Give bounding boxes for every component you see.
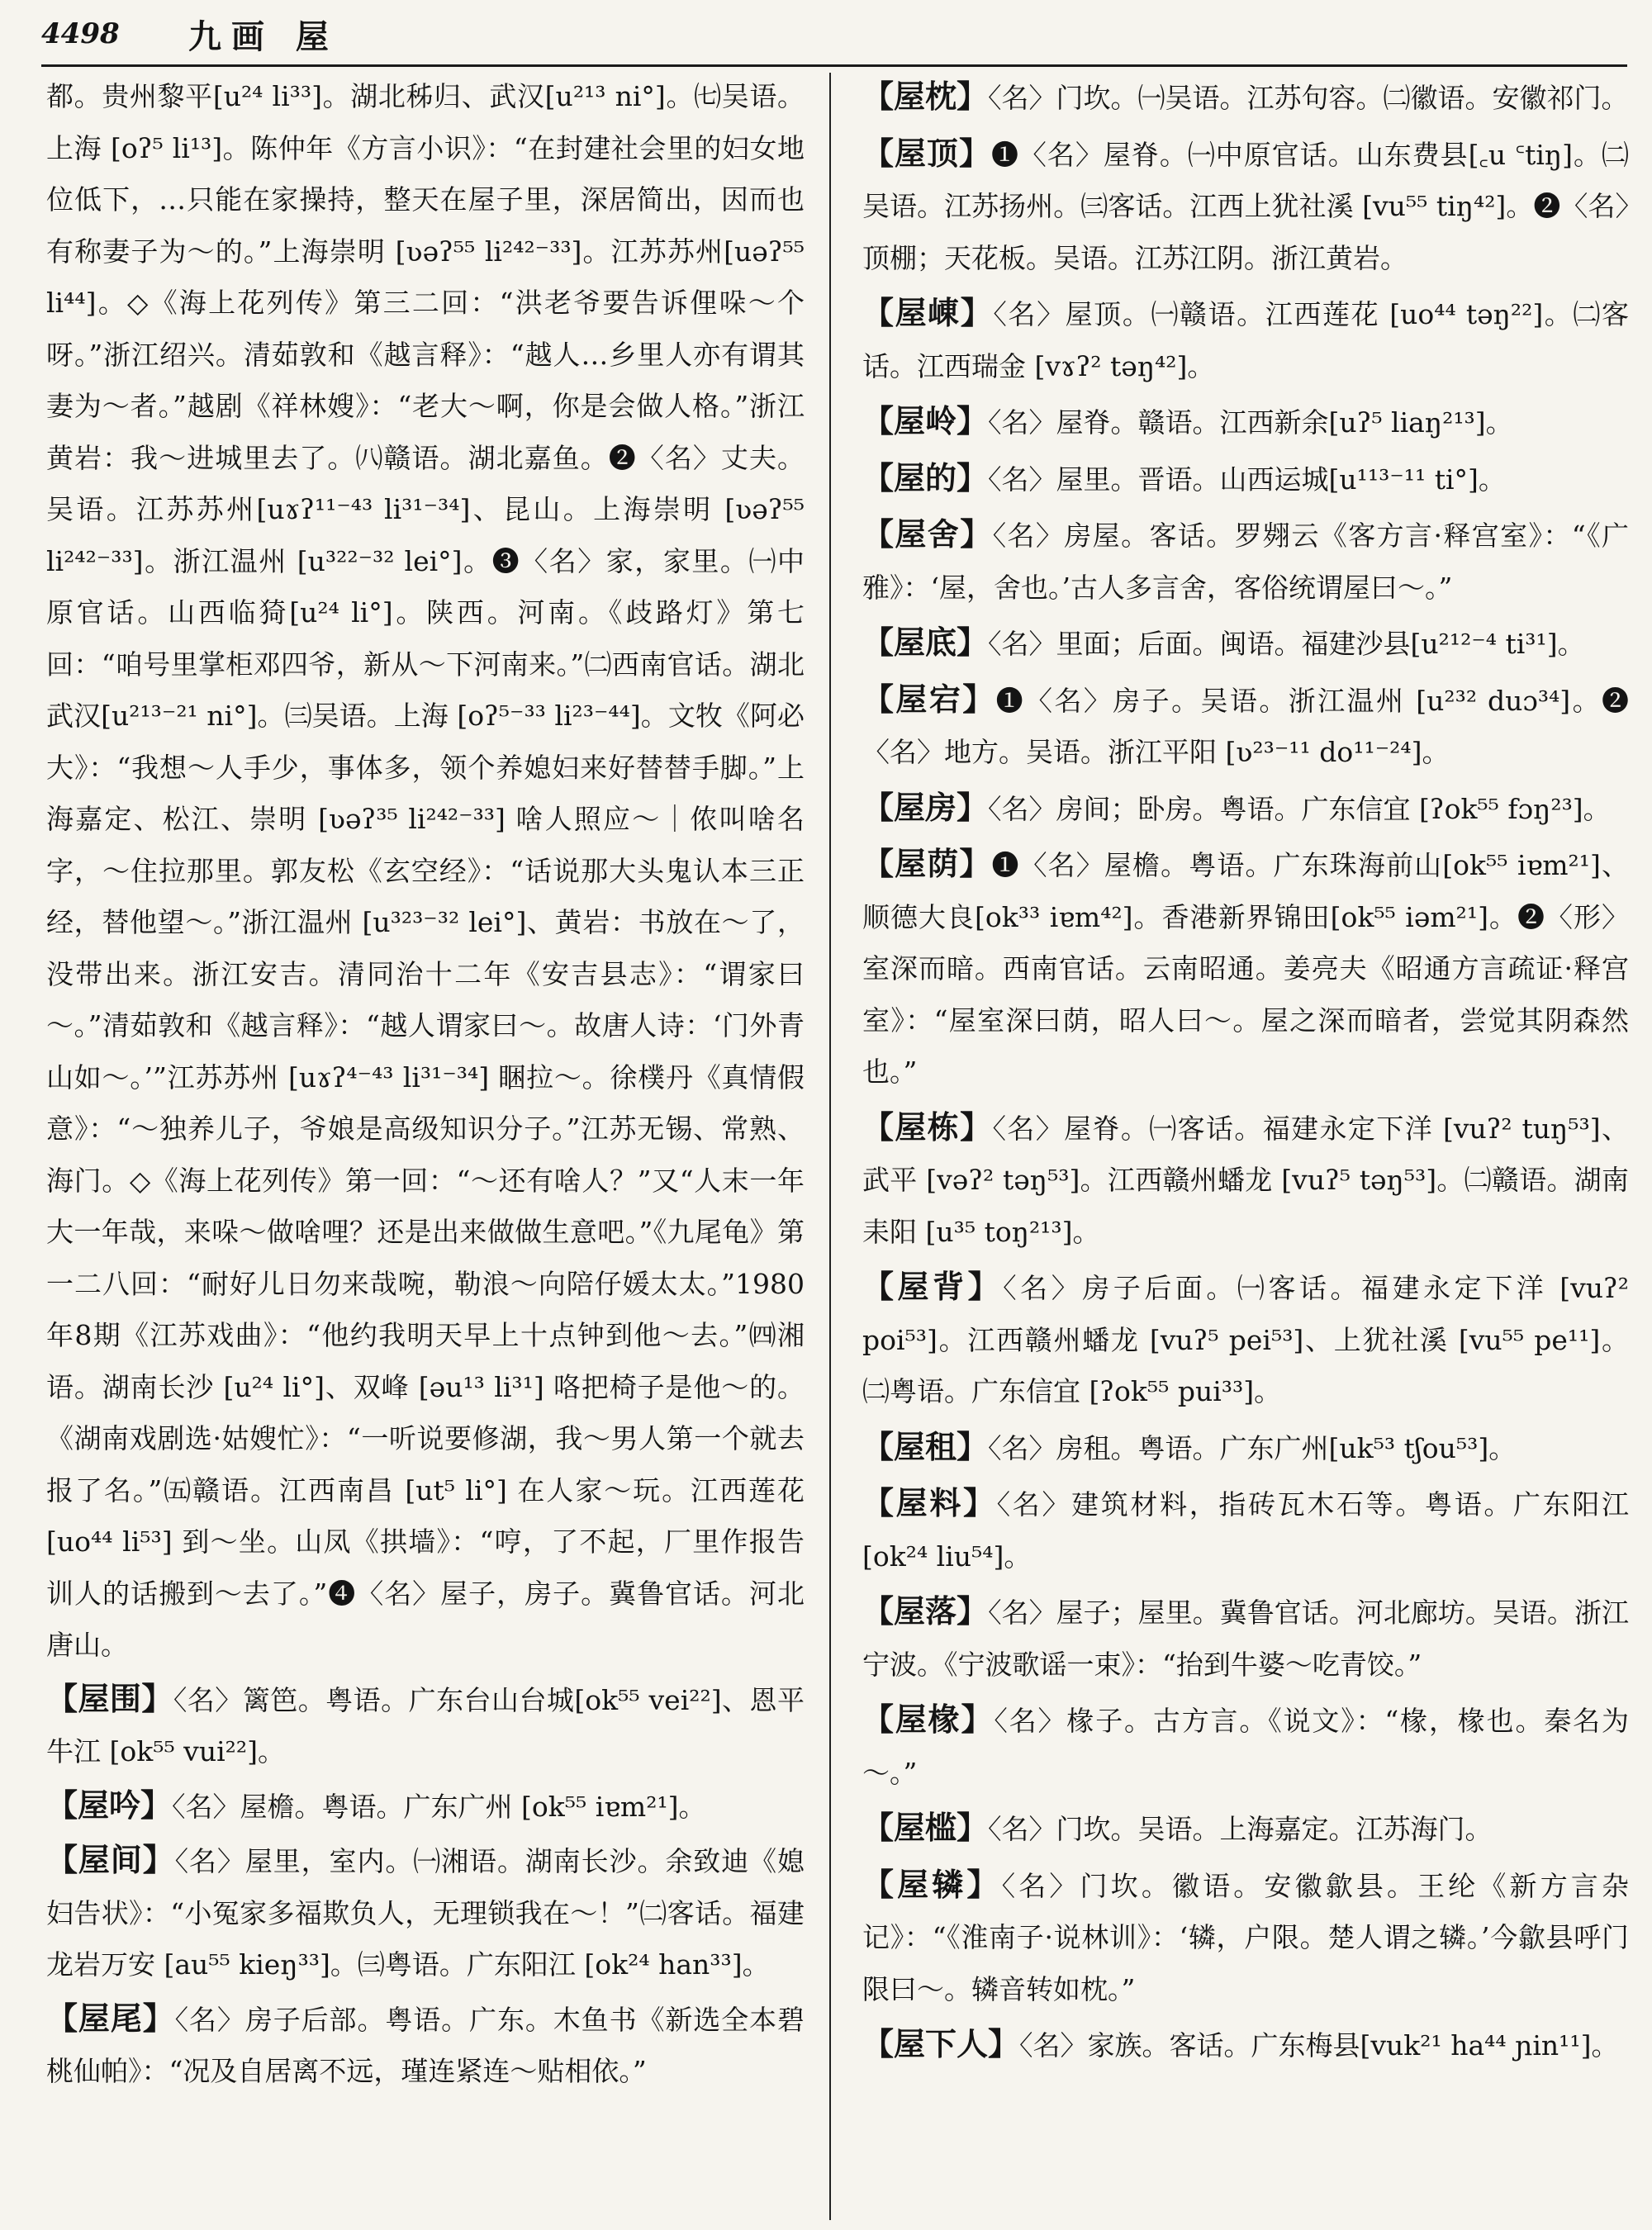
page-header (41, 8, 1627, 59)
entry-headword: 【屋舍】 (862, 515, 993, 553)
entry-headword: 【屋底】 (862, 624, 989, 661)
entry-headword: 【屋房】 (862, 788, 989, 826)
dictionary-entry (862, 287, 1629, 392)
page-number: 4498 (41, 17, 120, 50)
entry-headword: 【屋枕】 (862, 78, 989, 115)
entry-definition: 〈名〉椽子。古方言。《说文》：“椽，椽也。秦名为～。” (862, 1705, 1629, 1789)
entry-headword: 【屋尾】 (46, 1999, 175, 2037)
entry-definition: ❶〈名〉屋脊。㈠中原官话。山东费县[꜀u ꜂tiŋ]。㈡吴语。江苏扬州。㈢客话。江西上犹社溪 [vu⁵⁵ tiŋ⁴²]。❷〈名〉顶棚；天花板。吴语。江苏江阴。浙江黄岩。 (862, 138, 1629, 274)
entry-definition: 〈名〉屋脊。㈠客话。福建永定下洋 [vuʔ² tuŋ⁵³]、武平 [vəʔ² təŋ⁵³]。江西赣州蟠龙 [vuʔ⁵ təŋ⁵³]。㈡赣语。湖南耒阳 [u³⁵ toŋ²¹³]。 (862, 1112, 1629, 1248)
entry-headword: 【屋围】 (46, 1679, 173, 1717)
entry-definition: ❶〈名〉房子。吴语。浙江温州 [u²³² duɔ³⁴]。❷〈名〉地方。吴语。浙江平阳 [ʋ²³⁻¹¹ do¹¹⁻²⁴]。 (862, 684, 1629, 768)
entry-definition: 都。贵州黎平[u²⁴ li³³]。湖北秭归、武汉[u²¹³ ni°]。㈦吴语。上海 [oʔ⁵ li¹³]。陈仲年《方言小识》：“在封建社会里的妇女地位低下，…只能在家操持，整天在屋子里，深居简出，因而也有称妻子为～的。”上海崇明 [ʋəʔ⁵⁵ li²⁴²⁻³³]。江苏苏州[uəʔ⁵⁵ li⁴⁴]。◇《海上花列传》第三二回：“洪老爷要告诉俚哚～个呀。”浙江绍兴。清茹敦和《越言释》：“越人…乡里人亦有谓其妻为～者。”越剧《祥林嫂》：“老大～啊，你是会做人格。”浙江黄岩：我～进城里去了。㈧赣语。湖北嘉鱼。❷〈名〉丈夫。吴语。江苏苏州[uɤʔ¹¹⁻⁴³ li³¹⁻³⁴]、昆山。上海崇明 [ʋəʔ⁵⁵ li²⁴²⁻³³]。浙江温州 [u³²²⁻³² lei°]。❸〈名〉家，家里。㈠中原官话。山西临猗[u²⁴ li°]。陕西。河南。《歧路灯》第七回：“咱号里掌柜邓四爷，新从～下河南来。”㈡西南官话。湖北武汉[u²¹³⁻²¹ ni°]。㈢吴语。上海 [oʔ⁵⁻³³ li²³⁻⁴⁴]。文牧《阿必大》：“我想～人手少，事体多，领个养媳妇来好替替手脚。”上海嘉定、松江、崇明 [ʋəʔ³⁵ li²⁴²⁻³³] 啥人照应～｜侬叫啥名字，～住拉那里。郭友松《玄空经》：“话说那大头鬼认本三正经，替他望～。”浙江温州 [u³²³⁻³² lei°]、黄岩：书放在～了，没带出来。浙江安吉。清同治十二年《安吉县志》：“谓家曰～。”清茹敦和《越言释》：“越人谓家曰～。故唐人诗：‘门外青山如～。’”江苏苏州 [uɤʔ⁴⁻⁴³ li³¹⁻³⁴] 睏拉～。徐樸丹《真情假意》：“～独养儿子，爷娘是高级知识分子。”江苏无锡、常熟、海门。◇《海上花列传》第一回：“～还有啥人？”又“人末一年大一年哉，来哚～做啥哩？还是出来做做生意吧。”《九尾龟》第一二八回：“耐好儿日勿来哉啘，勒浪～向陪仔媛太太。”1980年8期《江苏戏曲》：“他约我明天早上十点钟到他～去。”㈣湘语。湖南长沙 [u²⁴ li°]、双峰 [əu¹³ li³¹] 咯把椅子是他～的。《湖南戏剧选·姑嫂忙》：“一听说要修湖，我～男人第一个就去报了名。”㈤赣语。江西南昌 [ut⁵ li°] 在人家～玩。江西莲花 [uo⁴⁴ li⁵³] 到～坐。山凤《拱墙》：“哼，了不起，厂里作报告训人的话搬到～去了。”❹〈名〉屋子，房子。冀鲁官话。河北唐山。 (46, 80, 805, 1661)
entry-headword: 【屋的】 (862, 458, 989, 496)
entry-definition: 〈名〉屋檐。粤语。广东广州 [ok⁵⁵ iɐm²¹]。 (172, 1790, 706, 1823)
dictionary-entry (862, 1694, 1629, 1799)
column-divider (829, 73, 831, 2220)
entry-headword: 【屋栋】 (862, 1108, 993, 1146)
entry-headword: 【屋岭】 (862, 402, 989, 439)
left-column (46, 71, 805, 2222)
entry-headword: 【屋椽】 (862, 1701, 995, 1738)
entry-headword: 【屋吟】 (46, 1786, 173, 1824)
entry-definition: 〈名〉房子后部。粤语。广东。木鱼书《新选全本碧桃仙帕》：“况及自居离不远，瑾连紧连～贴相依。” (46, 2003, 805, 2087)
entry-definition: 〈名〉里面；后面。闽语。福建沙县[u²¹²⁻⁴ ti³¹]。 (988, 628, 1585, 660)
entry-headword: 【屋荫】 (862, 845, 992, 882)
dictionary-entry (862, 1261, 1629, 1418)
dictionary-entry (862, 396, 1629, 449)
dictionary-entry (862, 509, 1629, 614)
dictionary-entry (862, 838, 1629, 1098)
dictionary-entry (862, 1586, 1629, 1691)
dictionary-entry (862, 2019, 1629, 2072)
entry-headword: 【屋下人】 (862, 2025, 1020, 2062)
entry-definition: 〈名〉屋里，室内。㈠湘语。湖南长沙。余致迪《媳妇告状》：“小冤家多福欺负人，无理锁我在～！”㈡客话。福建龙岩万安 [au⁵⁵ kieŋ³³]。㈢粤语。广东阳江 [ok²⁴ han³³]。 (46, 1845, 805, 1981)
dictionary-entry (862, 1421, 1629, 1475)
dictionary-entry (862, 617, 1629, 671)
header-rule (41, 64, 1627, 67)
entry-headword: 【屋间】 (46, 1841, 175, 1878)
entry-headword: 【屋崠】 (862, 294, 994, 331)
dictionary-entry (862, 782, 1629, 836)
entry-definition: 〈名〉篱笆。粤语。广东台山台城[ok⁵⁵ vei²²]、恩平牛江 [ok⁵⁵ vui²²]。 (46, 1683, 805, 1767)
dictionary-entry (862, 71, 1629, 125)
dictionary-entry (862, 1802, 1629, 1856)
entry-definition: 〈名〉屋脊。赣语。江西新余[uʔ⁵ liaŋ²¹³]。 (988, 406, 1513, 439)
entry-definition: 〈名〉家族。客话。广东梅县[vuk²¹ ha⁴⁴ ɲin¹¹]。 (1019, 2029, 1619, 2062)
entry-headword: 【屋槛】 (862, 1809, 989, 1846)
dictionary-entry (862, 1478, 1629, 1582)
dictionary-entry (46, 1834, 805, 1991)
dictionary-entry (862, 1859, 1629, 2016)
entry-definition: 〈名〉建筑材料，指砖瓦木石等。粤语。广东阳江[ok²⁴ liu⁵⁴]。 (862, 1488, 1629, 1573)
dictionary-entry (46, 1993, 805, 2098)
entry-definition: 〈名〉屋顶。㈠赣语。江西莲花 [uo⁴⁴ təŋ²²]。㈡客话。江西瑞金 [vɤʔ² təŋ⁴²]。 (862, 298, 1629, 382)
entry-definition: 〈名〉房屋。客话。罗翙云《客方言·释宫室》：“《广雅》：‘屋，舍也。’古人多言舍，客俗统谓屋曰～。” (862, 520, 1629, 604)
section-title: 九画 屋 (188, 17, 339, 56)
entry-headword: 【屋背】 (862, 1268, 1004, 1305)
entry-headword: 【屋租】 (862, 1427, 989, 1465)
dictionary-entry (46, 1673, 805, 1778)
entry-definition: 〈名〉屋里。晋语。山西运城[u¹¹³⁻¹¹ ti°]。 (988, 463, 1506, 496)
right-column (862, 71, 1629, 2222)
entry-headword: 【屋宕】 (862, 680, 996, 718)
entry-definition: 〈名〉房间；卧房。粤语。广东信宜 [ʔok⁵⁵ fɔŋ²³]。 (988, 792, 1611, 825)
dictionary-entry (862, 453, 1629, 506)
entry-definition: 〈名〉门坎。㈠吴语。江苏句容。㈡徽语。安徽祁门。 (988, 82, 1629, 114)
entry-definition: 〈名〉门坎。吴语。上海嘉定。江苏海门。 (988, 1813, 1493, 1845)
dictionary-entry (46, 1780, 805, 1834)
entry-definition: ❶〈名〉屋檐。粤语。广东珠海前山[ok⁵⁵ iɐm²¹]、顺德大良[ok³³ iɐm⁴²]。香港新界锦田[ok⁵⁵ iəm²¹]。❷〈形〉室深而暗。西南官话。云南昭通。姜亮夫《昭通方言疏证·释宫室》：“屋室深曰荫，昭人曰～。屋之深而暗者，尝觉其阴森然也。” (862, 849, 1629, 1088)
dictionary-entry (862, 1102, 1629, 1259)
entry-definition: 〈名〉门坎。徽语。安徽歙县。王纶《新方言杂记》：“《淮南子·说林训》：‘辚，户限。楚人谓之辚。’今歙县呼门限曰～。辚音转如枕。” (862, 1869, 1629, 2005)
entry-definition: 〈名〉房租。粤语。广东广州[uk⁵³ tʃou⁵³]。 (988, 1431, 1517, 1464)
entry-headword: 【屋辚】 (862, 1865, 1002, 1903)
entry-definition: 〈名〉屋子；屋里。冀鲁官话。河北廊坊。吴语。浙江宁波。《宁波歌谣一束》：“抬到牛婆～吃青饺。” (862, 1597, 1629, 1681)
dictionary-entry (862, 674, 1629, 779)
entry-definition: 〈名〉房子后面。㈠客话。福建永定下洋 [vuʔ² poi⁵³]。江西赣州蟠龙 [vuʔ⁵ pei⁵³]、上犹社溪 [vu⁵⁵ pe¹¹]。㈡粤语。广东信宜 [ʔok⁵⁵ pui³³]。 (862, 1272, 1629, 1407)
dictionary-entry (46, 71, 805, 1672)
entry-headword: 【屋料】 (862, 1484, 997, 1521)
dictionary-entry (862, 128, 1629, 285)
entry-headword: 【屋落】 (862, 1592, 989, 1630)
entry-headword: 【屋顶】 (862, 134, 991, 172)
